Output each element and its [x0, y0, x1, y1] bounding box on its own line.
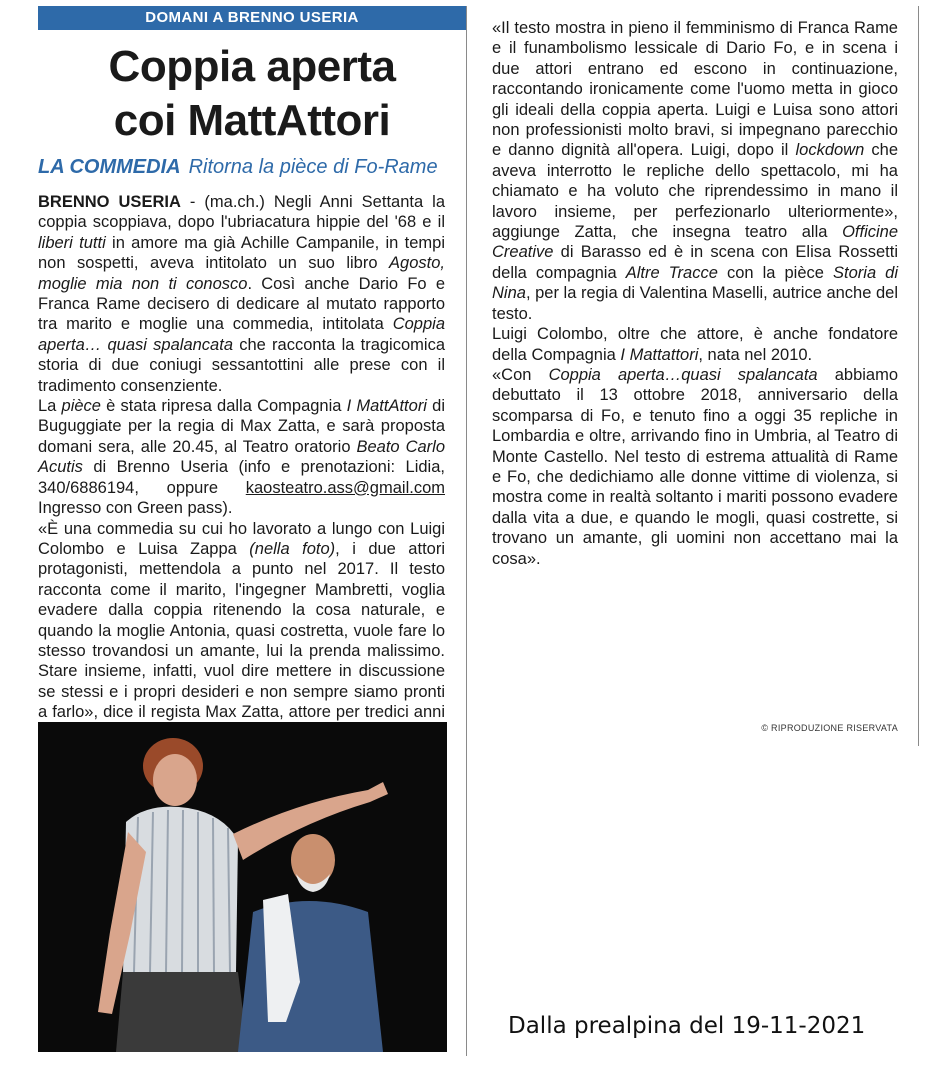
play-title: Storia di Nina: [492, 263, 899, 303]
column-divider-right: [918, 6, 919, 746]
play-title: Coppia aperta…quasi spalancata: [548, 365, 818, 384]
text-run: , nata nel 2010.: [698, 345, 813, 364]
headline-line-1: Coppia aperta: [108, 42, 396, 91]
text-run: «Con: [492, 365, 549, 384]
paragraph-2: [38, 396, 445, 518]
text-run: è stata ripresa dalla Compagnia: [100, 397, 347, 416]
italic-run: (nella foto): [249, 539, 336, 558]
venue-name: Beato Carlo Acutis: [38, 437, 445, 477]
italic-run: pièce: [61, 397, 101, 416]
book-title: Agosto, moglie mia non ti conosco: [38, 254, 445, 293]
paragraph-4: [492, 18, 898, 324]
text-run: - (ma.ch.) Negli Anni Settanta la coppia scoppiava, dopo l'ubriacatura hippie del '68 e il: [38, 193, 445, 232]
article-kicker: DOMANI A BRENNO USERIA: [38, 6, 466, 30]
company-name: I MattAttori: [346, 397, 427, 416]
dateline: BRENNO USERIA: [38, 193, 181, 211]
paragraph-1: [38, 192, 445, 396]
paragraph-5: [492, 324, 898, 365]
italic-run: liberi tutti: [38, 233, 106, 252]
text-run: con la pièce: [717, 263, 834, 282]
contact-email-link[interactable]: kaosteatro.ass@gmail.com: [245, 478, 445, 497]
company-name: Altre Tracce: [625, 263, 718, 282]
text-run: di Brenno Useria (info e prenotazioni: Lidia, 340/6886194, oppure: [38, 458, 445, 497]
text-run: , i due attori protagonisti, mettendola a punto nel 2017. Il testo racconta come il marito, l'ingegner Mambretti, voglia evadere dalla coppia ritenendo la cosa naturale, e quando la moglie Antonia, quasi costretta, vuole fare lo stesso trovandosi un amante, lui la prenda malissimo. Stare insieme, infatti, vuol dire mettere in discussione se stessi e i propri desideri e non sempre siamo pronti a farlo», dice il regista Max Zatta, attore per tredici anni: [38, 539, 445, 722]
article-column-1: [38, 192, 445, 763]
text-run: in amore ma già Achille Campanile, in tempi non sospetti, aveva intitolato un suo libro: [38, 233, 445, 273]
play-title: Coppia aperta… quasi spalancata: [38, 315, 445, 354]
subheadline-text: Ritorna la pièce di Fo-Rame: [188, 156, 438, 178]
company-name: I Mattattori: [620, 345, 699, 364]
text-run: Ingresso con Green pass).: [38, 499, 233, 518]
actors-on-stage-illustration: [38, 722, 447, 1052]
copyright-notice: © RIPRODUZIONE RISERVATA: [761, 723, 898, 733]
text-run: «È una commedia su cui ho lavorato a lungo con Luigi Colombo e Luisa Zappa: [38, 519, 445, 558]
italic-run: lockdown: [795, 141, 865, 160]
text-run: Luigi Colombo, oltre che attore, è anche fondatore della Compagnia: [492, 325, 898, 364]
source-caption: Dalla prealpina del 19-11-2021: [508, 1013, 866, 1039]
text-run: abbiamo debuttato il 13 ottobre 2018, anniversario della scomparsa di Fo, e tenuto fino a oggi 35 repliche in Lombardia e oltre, arrivando fino in Umbria, al Teatro di Monte Castello. Nel testo di estrema attualità di Rame e Fo, che dedichiamo alle donne vittime di violenza, si mostra come in realtà soltanto i mariti possono evadere dalla vita a due, e quando le mogli, quasi costrette, si trovano un amante, gli uomini non accettano mai la cosa».: [492, 365, 899, 568]
article-headline: [38, 40, 466, 148]
section-tag: LA COMMEDIA: [38, 156, 181, 178]
text-run: , per la regia di Valentina Maselli, autrice anche del testo.: [492, 284, 899, 323]
column-divider: [466, 6, 467, 1056]
text-run: La: [38, 397, 62, 416]
article-subheadline: [38, 155, 458, 179]
headline-line-2: coi MattAttori: [113, 96, 391, 145]
article-photo: [38, 722, 447, 1052]
article-column-2: [492, 18, 898, 569]
text-run: che racconta la tragicomica storia di due coniugi sessantottini alle prese con il tradimento consenziente.: [38, 335, 445, 395]
text-run: . Così anche Dario Fo e Franca Rame decisero di dedicare al mutato rapporto tra marito e moglie una commedia, intitolata: [38, 274, 446, 334]
school-name: Officine Creative: [492, 223, 898, 262]
paragraph-6: [492, 365, 898, 569]
text-run: «Il testo mostra in pieno il femminismo di Franca Rame e il funambolismo lessicale di Dario Fo, e in scena i due attori entrano ed escono in continuazione, raccontando ironicamente come l'uomo metta in gioco gli ideali della coppia aperta. Luigi e Luisa sono attori non professionisti molto bravi, si impegnano parecchio e danno dignità all'opera. Luigi, dopo il: [492, 19, 898, 160]
text-run: di Buguggiate per la regia di Max Zatta, e sarà proposta domani sera, alle 20.45, al Teatro oratorio: [38, 397, 445, 456]
text-run: di Barasso ed è in scena con Elisa Rossetti della compagnia: [492, 243, 898, 282]
text-run: che aveva interrotto le repliche dello spettacolo, mi ha chiamato e ha voluto che riprendessimo in mano il lavoro insieme, per perfezionarlo ulteriormente», aggiunge Zatta, che insegna teatro alla: [492, 141, 899, 242]
